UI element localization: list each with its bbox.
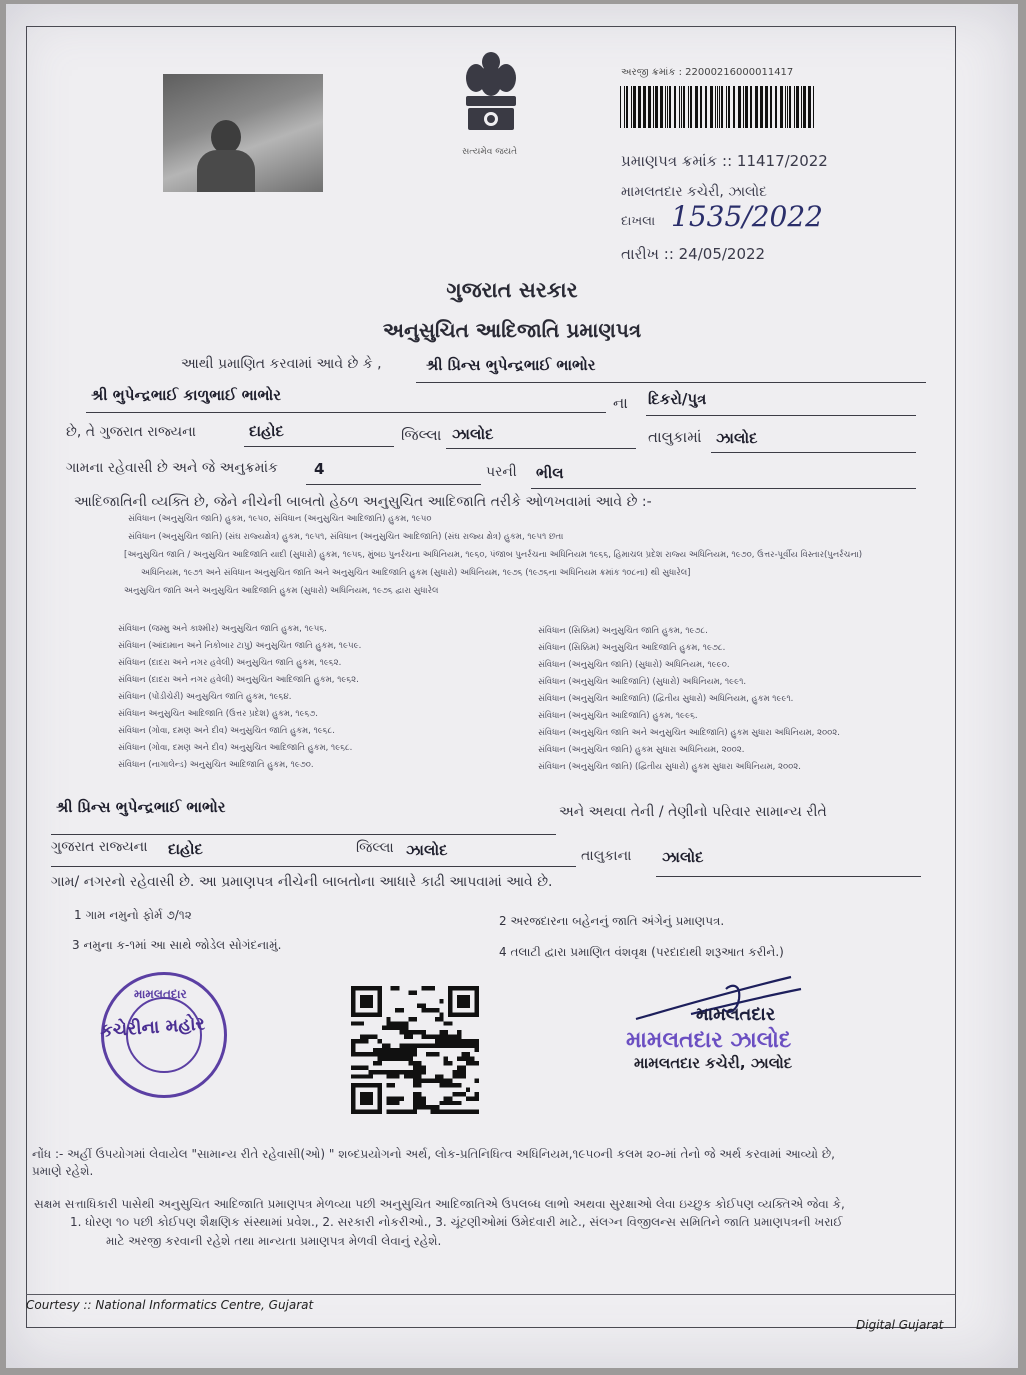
dakhla-number-handwritten: 1535/2022 [671,200,823,233]
order-right: સંવિધાન (અનુસુચિત આદિજાતિ) (દ્વિતીય સુધારો) અધિનિયમ, હુકમ ૧૯૯૧. [538,694,794,704]
application-number: અરજી ક્રમાંક : 22000216000011417 [621,67,794,78]
basis-statement: ગામ/ નગરનો રહેવાસી છે. આ પ્રમાણપત્ર નીચેની બાબતોના આધારે કાઢી આપવામાં આવે છે. [51,874,553,890]
district-label: જિલ્લા [401,426,442,444]
order-left: સંવિધાન (પોંડીચેરી) અનુસુચિત જાતિ હુકમ, ૧૯૬૪. [118,692,292,702]
certificate-sheet [6,4,1018,1368]
certificate-number: પ્રમાણપત્ર ક્રમાંક :: 11417/2022 [621,152,828,170]
order-left: સંવિધાન (ગોવા, દમણ અને દીવ) અનુસુચિત આદિજાતિ હુકમ, ૧૯૬૮. [118,743,353,753]
district-value-2: ઝાલોદ [406,841,448,859]
state-label-2: ગુજરાત રાજ્યના [51,839,148,855]
document-item: 4 તલાટી દ્વારા પ્રમાણિત વંશવૃક્ષ (પરદાદાથી શરૂઆત કરીને.) [499,945,784,959]
parent-name: શ્રી ભુપેન્દ્રભાઈ કાળુભાઈ ભાભોર [91,386,281,404]
note-4: માટે અરજી કરવાની રહેશે તથા માન્યતા પ્રમાણપત્ર મેળવી લેવાનું રહેશે. [106,1234,442,1248]
law-line: અધિનિયમ, ૧૯૭૧ અને સંવિધાન અનુસુચિત જાતિ અને અનુસુચિત આદિજાતિ હુકમ (સુધારો) અધિનિયમ, ૧૯૭૬ (૧૯૭૬ના અધિનિયમ ક્રમાંક ૧૦૮ના) થી સુધારેલ] [141,568,691,578]
ashoka-emblem-icon [456,48,526,158]
district-label-2: જિલ્લા [356,840,394,856]
law-line: સંવિધાન (અનુસુચિત જાતિ) હુકમ, ૧૯૫૦, સંવિધાન (અનુસુચિત આદિજાતિ) હુકમ, ૧૯૫૦ [128,514,432,524]
dakhla-label: દાખલા [621,214,656,229]
order-left: સંવિધાન (જમ્મુ અને કાશ્મીર) અનુસુચિત જાતિ હુકમ, ૧૯૫૬. [118,624,327,634]
seal-line-1: મામલતદાર ઝાલોદ [626,1028,792,1053]
issue-date: તારીખ :: 24/05/2022 [621,245,766,263]
taluka-label: તાલુકામાં [648,428,702,446]
signature-designation: મામલતદાર [696,1004,776,1025]
order-right: સંવિધાન (અનુસુચિત જાતિ) (સુધારો) અધિનિયમ, ૧૯૯૦. [538,660,730,670]
law-line: અનુસુચિત જાતિ અને અનુસુચિત આદિજાતિ હુકમ (સુધારો) અધિનિયમ, ૧૯૭૬ દ્વારા સુધારેલ [124,586,439,596]
document-item: 3 નમુના ક-૧માં આ સાથે જોડેલ સોગંદનામું. [72,938,282,952]
order-right: સંવિધાન (સિક્કિમ) અનુસુચિત આદિજાતિ હુકમ, ૧૯૭૮. [538,643,726,653]
order-right: સંવિધાન (અનુસુચિત આદિજાતિ) (સુધારો) અધિનિયમ, ૧૯૯૧. [538,677,747,687]
order-right: સંવિધાન (અનુસુચિત જાતિ અને અનુસુચિત આદિજાતિ) હુકમ સુધારા અધિનિયમ, ૨૦૦૨. [538,728,840,738]
stamp-ring-text: મામલતદાર [134,987,187,1001]
order-left: સંવિધાન અનુસુચિત આદિજાતિ (ઉત્તર પ્રદેશ) હુકમ, ૧૯૬૭. [118,709,319,719]
law-line: સંવિધાન (અનુસુચિત જાતિ) (સંઘ રાજ્યક્ષેત્ર) હુકમ, ૧૯૫૧, સંવિધાન (અનુસુચિત આદિજાતિ) (સંઘ રાજ્ય ક્ષેત્ર) હુકમ, ૧૯૫૧ છતા [128,532,564,542]
government-title: ગુજરાત સરકાર [446,278,578,302]
district-place-2: દાહોદ [168,840,203,858]
na-label: ના [613,394,628,412]
issuing-office: મામલતદાર કચેરી, ઝાલોદ [621,184,767,200]
note-1: નોંધ :- અહીં ઉપયોગમાં લેવાયેલ "સામાન્ય રીતે રહેવાસી(ઓ) " શબ્દપ્રયોગનો અર્થ, લોક-પ્રતિનિધિત્વ અધિનિયમ,૧૯૫૦ની કલમ ૨૦-માં તેનો જે અર્થ કરવામાં આવ્યો છે, [32,1147,835,1161]
barcode [620,86,816,128]
applicant-name-2: શ્રી પ્રિન્સ ભુપેન્દ્રભાઈ ભાભોર [56,798,226,816]
footer-courtesy: Courtesy :: National Informatics Centre, Gujarat [26,1298,314,1312]
order-right: સંવિધાન (સિક્કિમ) અનુસુચિત જાતિ હુકમ, ૧૯૭૮. [538,626,708,636]
district-place: દાહોદ [249,422,284,440]
office-stamp [101,972,227,1098]
certificate-title: અનુસુચિત આદિજાતિ પ્રમાણપત્ર [382,318,642,342]
adijati-statement: આદિજાતિની વ્યક્તિ છે, જેને નીચેની બાબતો હેઠળ અનુસુચિત આદિજાતિ તરીકે ઓળખવામાં આવે છે :- [74,494,652,510]
note-1b: પ્રમાણે રહેશે. [32,1164,94,1178]
resident-label: ગામના રહેવાસી છે અને જે અનુક્રમાંક [66,460,278,476]
state-label: છે, તે ગુજરાત રાજ્યના [66,424,196,440]
district-value: ઝાલોદ [452,425,494,443]
applicant-name: શ્રી પ્રિન્સ ભુપેન્દ્રભાઈ ભાભોર [426,356,596,374]
par-label: પરની [486,464,517,480]
document-item: 2 અરજદારના બહેનનું જાતિ અંગેનું પ્રમાણપત્ર. [499,914,725,928]
order-right: સંવિધાન (અનુસુચિત જાતિ) (દ્વિતીય સુધારો) હુકમ સુધારા અધિનિયમ, ૨૦૦૨. [538,762,801,772]
order-left: સંવિધાન (દાદરા અને નગર હવેલી) અનુસુચિત આદિજાતિ હુકમ, ૧૯૬૨. [118,675,359,685]
note-3: 1. ધોરણ ૧૦ પછી કોઈપણ શૈક્ષણિક સંસ્થામાં પ્રવેશ., 2. સરકારી નોકરીઓ., 3. ચૂંટણીઓમાં ઉમેદવારી માટે., સંલગ્ન વિજીલન્સ સમિતિને જાતિ પ્રમાણપત્રની ખરાઈ [70,1215,843,1229]
order-left: સંવિધાન (ગોવા, દમણ અને દીવ) અનુસુચિત જાતિ હુકમ, ૧૯૬૮. [118,726,335,736]
stamp-center-text: કચેરીના મહોર [99,1013,206,1042]
taluka-value-2: ઝાલોદ [662,848,704,866]
intro-text: આથી પ્રમાણિત કરવામાં આવે છે કે , [181,356,382,372]
tribe-name: ભીલ [536,464,564,482]
relation: દિકરો/પુત્ર [648,390,707,408]
order-left: સંવિધાન (આંદામાન અને નિકોબાર ટાપુ) અનુસુચિત જાતિ હુકમ, ૧૯૫૯. [118,641,362,651]
order-left: સંવિધાન (નાગાલેન્ડ) અનુસુચિત આદિજાતિ હુકમ, ૧૯૭૦. [118,760,314,770]
family-statement: અને અથવા તેની / તેણીનો પરિવાર સામાન્ય રીતે [559,804,827,820]
footer-digital-gujarat: Digital Gujarat [856,1318,944,1332]
order-right: સંવિધાન (અનુસુચિત જાતિ) હુકમ સુધારા અધિનિયમ, ૨૦૦૨. [538,745,745,755]
order-left: સંવિધાન (દાદરા અને નગર હવેલી) અનુસુચિત જાતિ હુકમ, ૧૯૬૨. [118,658,342,668]
taluka-label-2: તાલુકાના [581,848,632,864]
emblem-motto: સત્યમેવ જયતે [462,147,518,157]
applicant-photo [163,74,323,192]
note-2: સક્ષમ સત્તાધિકારી પાસેથી અનુસુચિત આદિજાતિ પ્રમાણપત્ર મેળવ્યા પછી અનુસુચિત આદિજાતિએ ઉપલબ્ધ લાભો અથવા સુરક્ષાઓ લેવા ઇચ્છુક કોઈપણ વ્યક્તિએ જેવા કે, [34,1197,845,1211]
qr-code [351,986,479,1114]
serial-number: 4 [314,460,325,478]
document-item: 1 ગામ નમુનો ફોર્મ ૭/૧૨ [74,908,192,922]
seal-line-2: મામલતદાર કચેરી, ઝાલોદ [634,1054,793,1072]
taluka-value: ઝાલોદ [716,429,758,447]
law-line: [અનુસુચિત જાતિ / અનુસુચિત આદિજાતિ યાદી (સુધારો) હુકમ, ૧૯૫૬, મુંબઇ પુનર્રચના અધિનિયમ, ૧૯૬૦, પંજાબ પુનર્રચના અધિનિયમ ૧૯૬૬, હિમાચલ પ્રદેશ રાજ્ય અધિનિયમ, ૧૯૭૦, ઉત્તર-પૂર્વીય વિસ્તાર(પુનર્રચના) [124,550,863,560]
order-right: સંવિધાન (અનુસુચિત આદિજાતિ) હુકમ, ૧૯૯૬. [538,711,698,721]
